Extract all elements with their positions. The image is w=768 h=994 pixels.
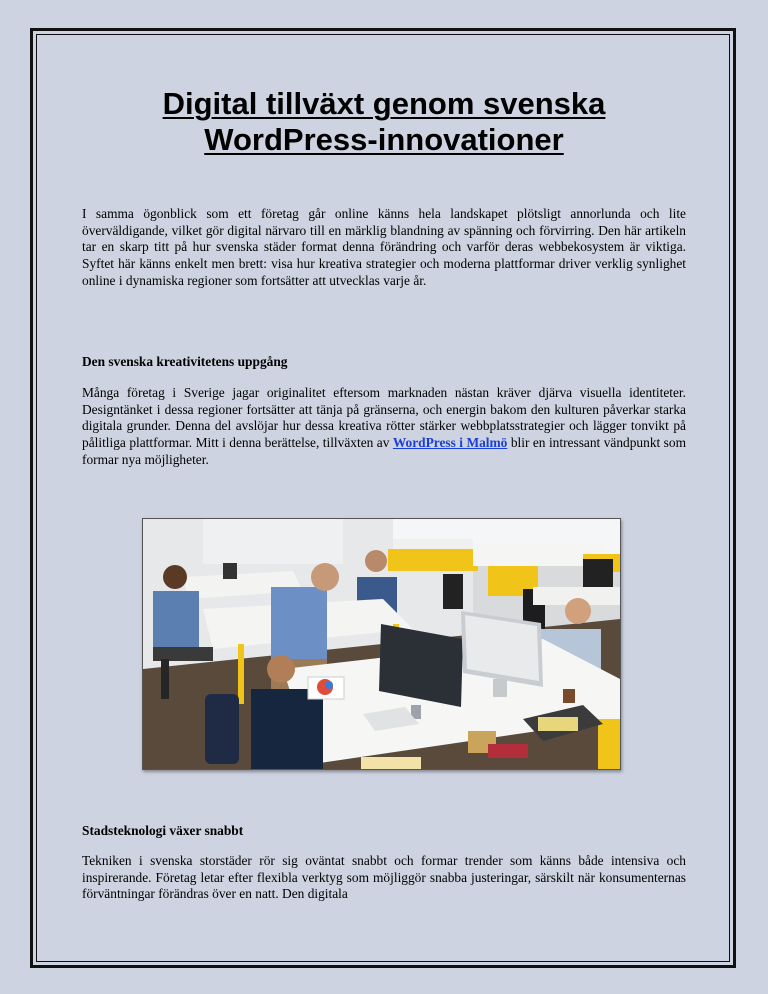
section-heading-creativity: Den svenska kreativitetens uppgång: [82, 354, 288, 369]
wordpress-malmo-link[interactable]: WordPress i Malmö: [392, 435, 508, 451]
paragraph-text-before-link: Många företag i Sverige jagar originalitet eftersom marknaden nästan kräver djärva visuella identiteter. Designtänket i dessa regioner fortsätter att tänja på gränserna, och energin bakom den kulturen påverkar starka digitala grunder. Denna del avslöjar hur dessa kreativa rötter stärker webbplatsstrategier och lägger tonvikt på pålitliga plattformar. Mitt i denna berättelse, tillväxten av: [82, 385, 686, 451]
page-title: Digital tillväxt genom svenska WordPress-innovationer: [162, 86, 606, 157]
paragraph-text-after-link: blir en intressant vändpunkt som formar nya möjligheter.: [82, 435, 686, 467]
intro-paragraph: I samma ögonblick som ett företag går online känns hela landskapet plötsligt annorlunda och lite överväldigande, vilket gör digital närvaro till en märklig blandning av spänning och förvirring. Den här artikeln tar en skarp titt på hur svenska städer format denna förändring och varför deras webbekosystem är viktiga. Syftet här känns enkelt men brett: visa hur kreativa strategier och moderna plattformar driver verklig synlighet online i dynamiska regioner som fortsätter att utvecklas varje år.: [82, 206, 686, 288]
office-team-photo: [142, 518, 621, 770]
section-paragraph-creativity: [82, 385, 686, 469]
section-heading-city-tech: Stadsteknologi växer snabbt: [82, 823, 244, 838]
section-paragraph-city-tech: Tekniken i svenska storstäder rör sig oväntat snabbt och formar trender som känns både intensiva och inspirerande. Företag letar efter flexibla verktyg som möjliggör snabba justeringar, särskilt när konsumenternas förväntningar förändras över en natt. Den digitala: [82, 853, 686, 902]
office-photo-illustration: [143, 519, 620, 769]
